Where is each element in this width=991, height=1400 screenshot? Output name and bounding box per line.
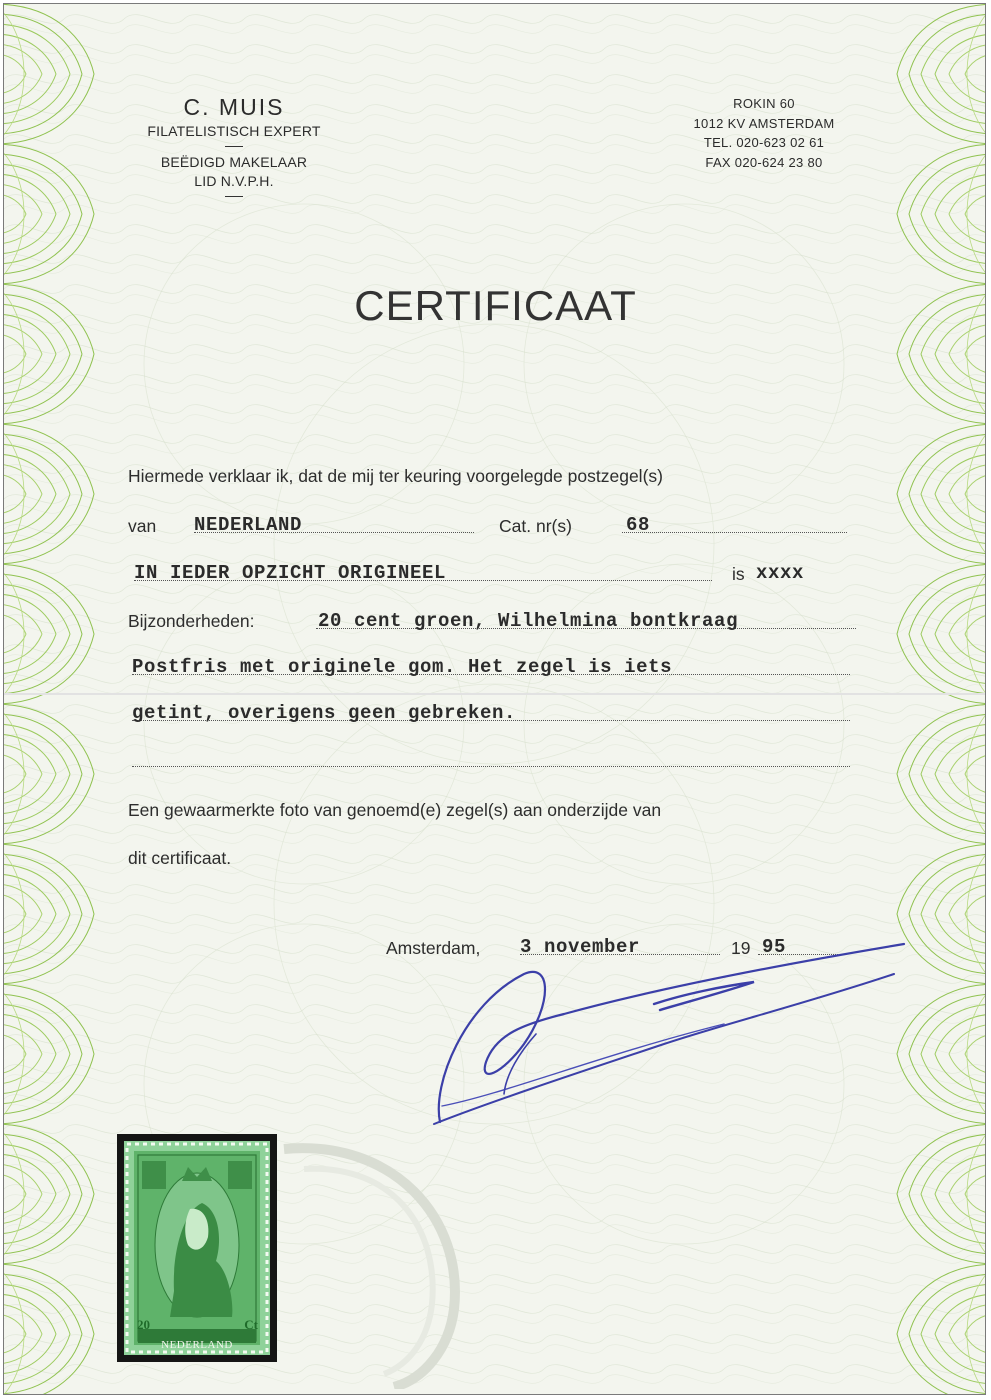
is-label: is	[732, 564, 745, 584]
address-tel: TEL. 020-623 02 61	[703, 135, 825, 150]
address-fax: FAX 020-624 23 80	[705, 154, 823, 170]
stamp-image	[124, 1141, 270, 1355]
date-day-month: 3 november	[520, 936, 641, 958]
embossed-seal	[254, 1129, 474, 1389]
country-line	[4, 514, 986, 548]
photo-note-text-1: Een gewaarmerkte foto van genoemd(e) zegel(s) aan onderzijde van	[128, 800, 662, 820]
date-place: Amsterdam,	[386, 938, 481, 958]
van-label: van	[128, 516, 157, 536]
verdict-value: IN IEDER OPZICHT ORIGINEEL	[134, 562, 447, 584]
expert-name: C. MUIS	[183, 94, 285, 120]
intro-text: Hiermede verklaar ik, dat de mij ter keuring voorgelegde postzegel(s)	[128, 466, 663, 486]
photo-note-1	[4, 800, 986, 834]
details-label: Bijzonderheden:	[128, 611, 255, 631]
stamp-country: NEDERLAND	[161, 1339, 233, 1351]
certificate-page	[3, 3, 986, 1395]
details-text-2: Postfris met originele gom. Het zegel is iets	[132, 656, 673, 678]
details-line-2	[4, 656, 986, 690]
certificate-title: CERTIFICAAT	[354, 282, 637, 329]
signature	[424, 934, 924, 1154]
cat-label: Cat. nr(s)	[499, 516, 572, 536]
is-value: xxxx	[756, 562, 805, 584]
details-text-3: getint, overigens geen gebreken.	[132, 702, 517, 724]
expert-title: FILATELISTISCH EXPERT	[147, 123, 321, 139]
header-divider	[225, 146, 243, 147]
address-city: 1012 KV AMSTERDAM	[693, 115, 835, 131]
photo-note-text-2: dit certificaat.	[128, 848, 232, 868]
membership: LID N.V.P.H.	[194, 173, 274, 189]
address-block	[664, 94, 864, 172]
country-value: NEDERLAND	[194, 514, 303, 536]
stamp-photo	[117, 1134, 277, 1362]
details-line-4	[4, 748, 986, 782]
header-divider	[225, 196, 243, 197]
cat-dots	[622, 514, 847, 533]
details-line-3	[4, 702, 986, 736]
intro-line	[4, 466, 986, 500]
date-year: 95	[762, 936, 787, 958]
stamp-value-left: 20	[137, 1317, 150, 1332]
photo-note-2	[4, 848, 986, 882]
details-dots-4	[132, 748, 850, 767]
details-line-1	[4, 610, 986, 644]
details-text-1: 20 cent groen, Wilhelmina bontkraag	[318, 610, 739, 632]
stamp-value-right: Ct	[244, 1317, 258, 1332]
expert-header	[84, 92, 384, 203]
verdict-line	[4, 562, 986, 596]
address-street: ROKIN 60	[733, 96, 795, 111]
cat-number: 68	[626, 514, 651, 536]
date-century: 19	[731, 938, 751, 958]
broker-title: BEËDIGD MAKELAAR	[160, 154, 308, 170]
